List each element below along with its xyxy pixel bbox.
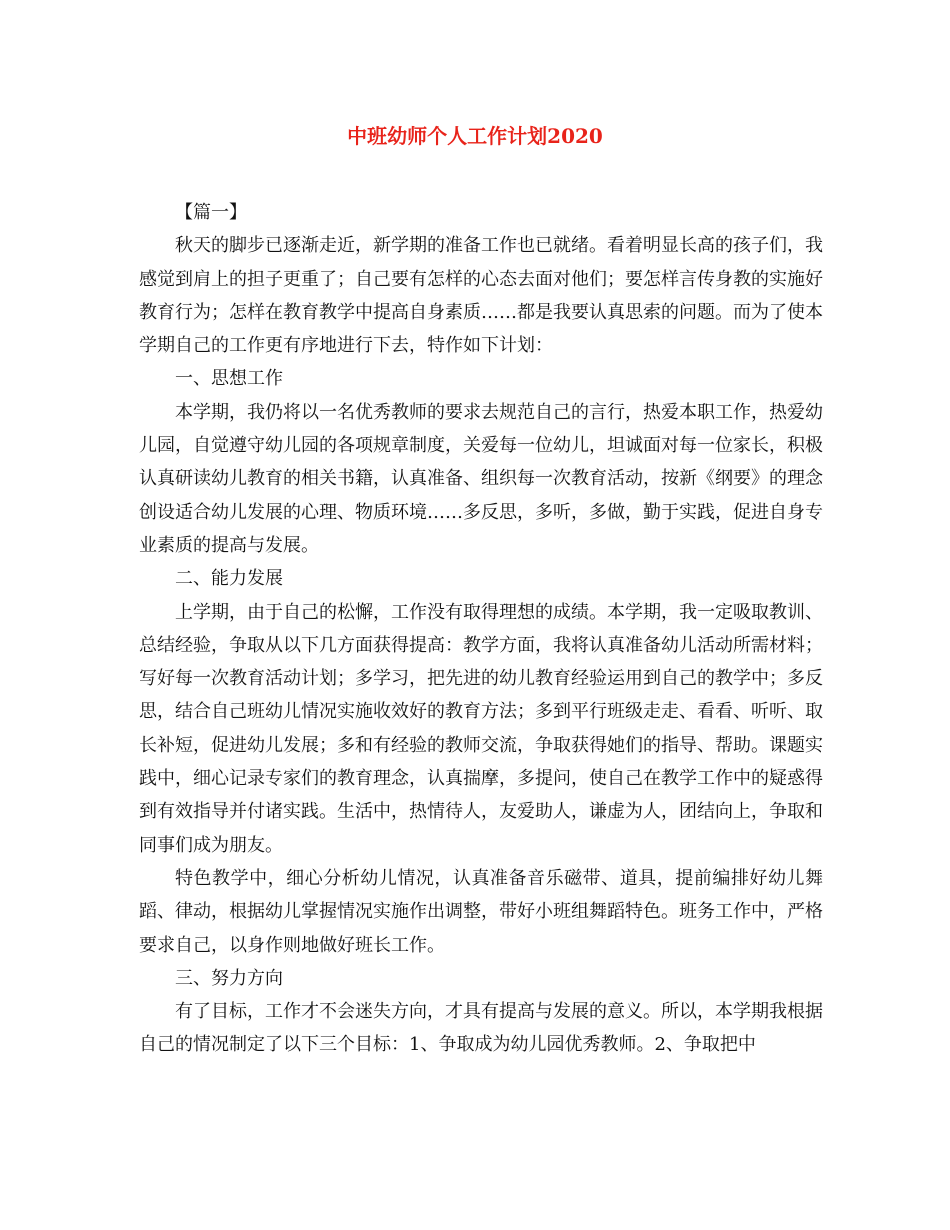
document-title: 中班幼师个人工作计划2020: [347, 124, 603, 148]
heading-ideology-work: 一、思想工作: [175, 368, 283, 390]
ability-paragraph: 上学期，由于自己的松懈，工作没有取得理想的成绩。本学期，我一定吸取教训、总结经验，争取从以下几方面获得提高：教学方面，我将认真准备幼儿活动所需材料；写好每一次教育活动计划；多学习，把先进的幼儿教育经验运用到自己的教学中；多反思，结合自己班幼儿情况实施收效好的教育方法；多到平行班级走走、看看、听听、取长补短，促进幼儿发展；多和有经验的教师交流，争取获得她们的指导、帮助。课题实践中，细心记录专家们的教育理念，认真揣摩，多提问，使自己在教学工作中的疑惑得到有效指导并付诸实践。生活中，热情待人，友爱助人，谦虚为人，团结向上，争取和同事们成为朋友。: [139, 601, 823, 856]
heading-direction: 三、努力方向: [175, 967, 283, 989]
special-teaching-paragraph: 特色教学中，细心分析幼儿情况，认真准备音乐磁带、道具，提前编排好幼儿舞蹈、律动，根据幼儿掌握情况实施作出调整，带好小班组舞蹈特色。班务工作中，严格要求自己，以身作则地做好班长工作。: [139, 867, 823, 956]
direction-paragraph: 有了目标，工作才不会迷失方向，才具有提高与发展的意义。所以，本学期我根据自己的情况制定了以下三个目标：1、争取成为幼儿园优秀教师。2、争取把中: [139, 1001, 823, 1056]
heading-ability-development: 二、能力发展: [175, 568, 283, 590]
intro-paragraph: 秋天的脚步已逐渐走近，新学期的准备工作也已就绪。看着明显长高的孩子们，我感觉到肩上的担子更重了；自己要有怎样的心态去面对他们；要怎样言传身教的实施好教育行为；怎样在教育教学中提高自身素质……都是我要认真思索的问题。而为了使本学期自己的工作更有序地进行下去，特作如下计划：: [139, 235, 823, 357]
ideology-paragraph: 本学期，我仍将以一名优秀教师的要求去规范自己的言行，热爱本职工作，热爱幼儿园，自觉遵守幼儿园的各项规章制度，关爱每一位幼儿，坦诚面对每一位家长，积极认真研读幼儿教育的相关书籍，认真准备、组织每一次教育活动，按新《纲要》的理念创设适合幼儿发展的心理、物质环境……多反思，多听，多做，勤于实践，促进自身专业素质的提高与发展。: [139, 401, 823, 556]
document-body: [139, 196, 823, 1062]
section-label-part-one: 【篇一】: [175, 202, 247, 223]
